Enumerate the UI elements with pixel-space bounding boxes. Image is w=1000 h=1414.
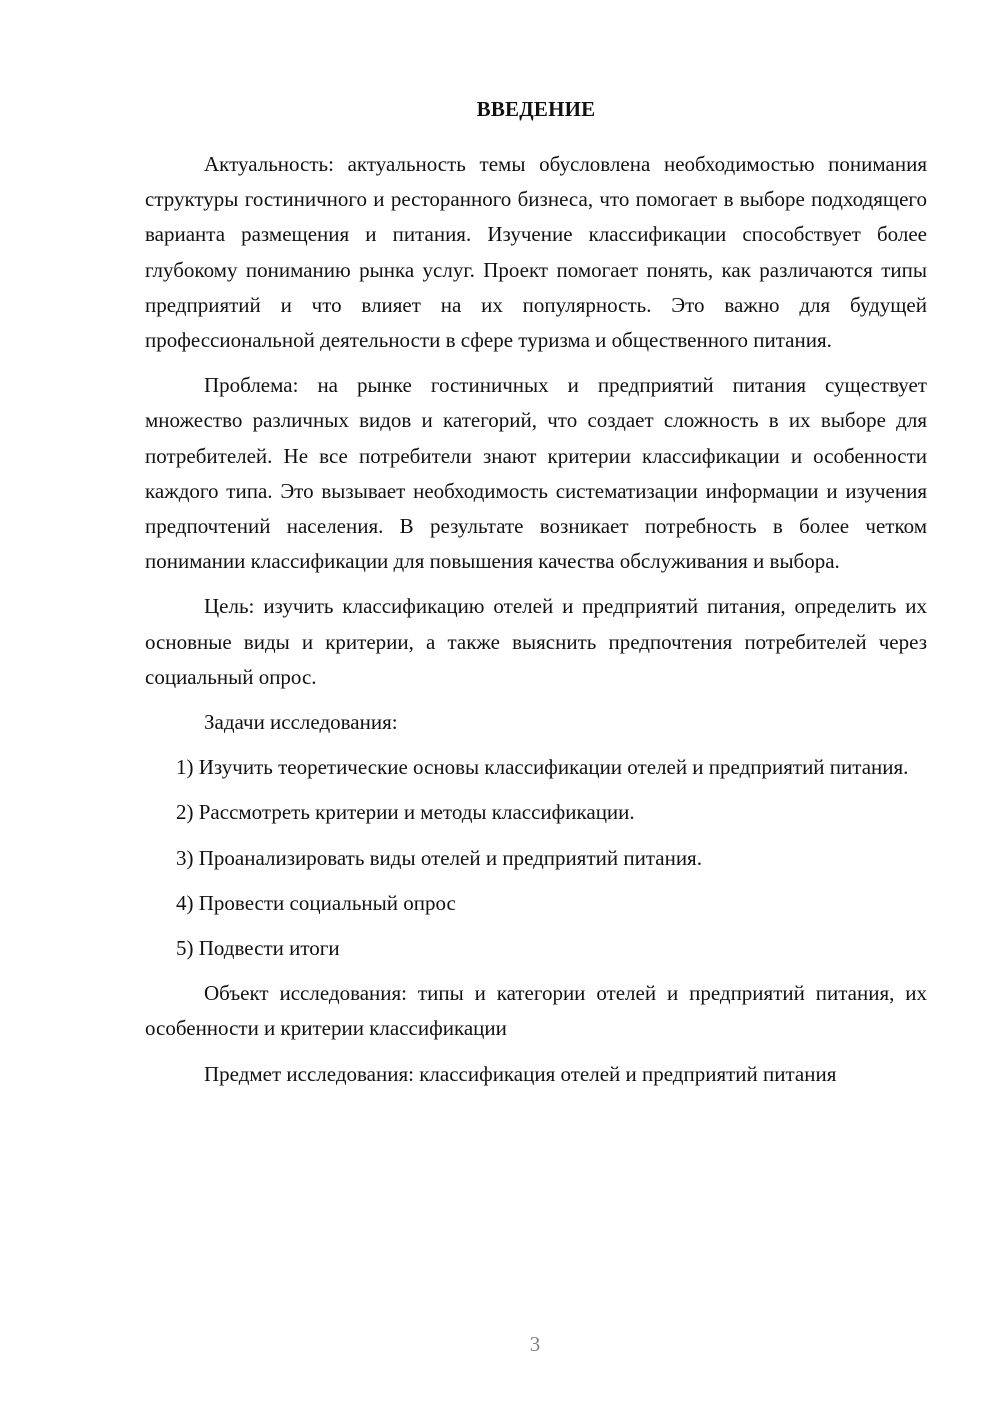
task-item-5: 5) Подвести итоги — [176, 936, 340, 961]
problem-paragraph: Проблема: на рынке гостиничных и предприятий питания существует множество различных видов и категорий, что создает сложность в их выборе для потребителей. Не все потребители знают критерии классификации и особенности каждого типа. Это вызывает необходимость систематизации информации и изучения предпочтений населения. В результате возникает потребность в более четком понимании классификации для повышения качества обслуживания и выбора. — [145, 373, 927, 574]
object-paragraph: Объект исследования: типы и категории отелей и предприятий питания, их особенности и критерии классификации — [145, 981, 927, 1041]
tasks-heading: Задачи исследования: — [204, 710, 398, 735]
document-page — [145, 92, 927, 1092]
task-item-4: 4) Провести социальный опрос — [176, 890, 456, 915]
subject-paragraph: Предмет исследования: классификация отелей и предприятий питания — [204, 1061, 837, 1086]
page-title: ВВЕДЕНИЕ — [476, 97, 596, 121]
page-number: 3 — [529, 1332, 541, 1356]
task-item-1: 1) Изучить теоретические основы классификации отелей и предприятий питания. — [176, 755, 909, 780]
goal-paragraph: Цель: изучить классификацию отелей и предприятий питания, определить их основные виды и критерии, а также выяснить предпочтения потребителей через социальный опрос. — [145, 594, 927, 689]
relevance-paragraph: Актуальность: актуальность темы обусловлена необходимостью понимания структуры гостиничного и ресторанного бизнеса, что помогает в выборе подходящего варианта размещения и питания. Изучение классификации способствует более глубокому пониманию рынка услуг. Проект помогает понять, как различаются типы предприятий и что влияет на их популярность. Это важно для будущей профессиональной деятельности в сфере туризма и общественного питания. — [145, 152, 927, 353]
task-item-2: 2) Рассмотреть критерии и методы классификации. — [176, 800, 635, 825]
task-item-3: 3) Проанализировать виды отелей и предприятий питания. — [176, 845, 702, 870]
